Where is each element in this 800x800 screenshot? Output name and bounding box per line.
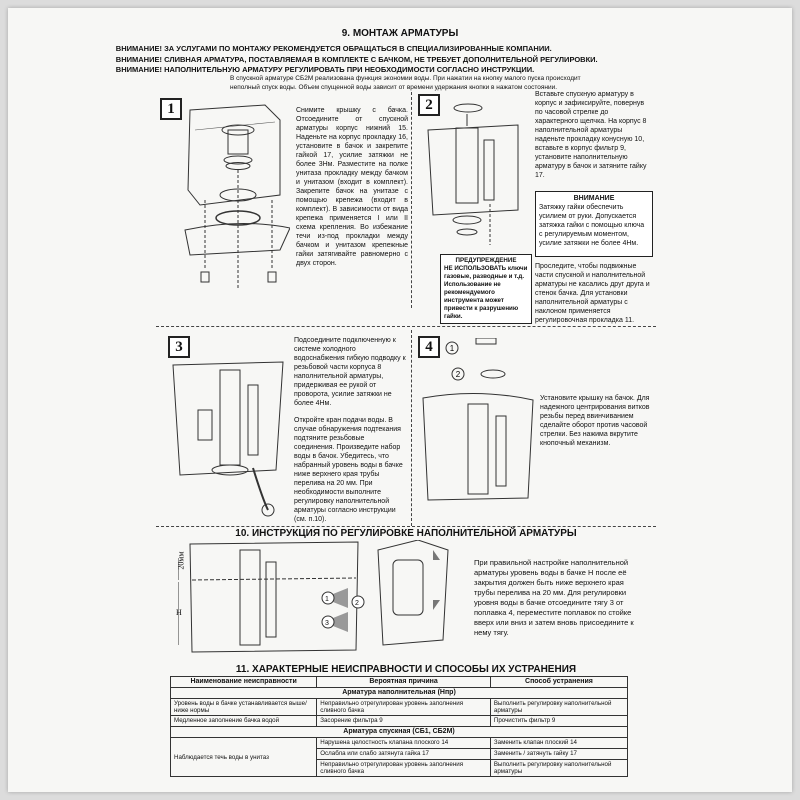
divider <box>411 92 412 308</box>
table-row: Неправильно отрегулирован уровень заполнения сливного бачка Выполнить регулировку наполнительной арматуры <box>171 760 628 777</box>
callout-2: 2 <box>355 600 359 607</box>
warning-label: ВНИМАНИЕ! <box>115 44 162 53</box>
step-3-number: 3 <box>168 336 190 358</box>
step-4-number: 4 <box>418 336 440 358</box>
warning-label: ВНИМАНИЕ! <box>115 55 162 64</box>
divider <box>156 526 656 527</box>
step-1-number: 1 <box>160 98 182 120</box>
divider <box>156 326 656 327</box>
step-1-text: Снимите крышку с бачка. Отсоедините от спускной арматуры корпус нижний 15. Наденьте на корпус прокладку 16, установите в бачок и закрепите гайкой 17, усилие затяжки не более 3Нм. Разместите на полке унитаза прокладку между бачком и унитазом (входит в комплект). Закрепите бачок на унитазе с помощью крепежа (входит в комплект). В зависимости от вида крепежа применяется I или II схема крепления. Во избежание течи из-под прокладки между бачком и унитазом крепежные гайки затягивайте равномерно с двух сторон. <box>296 107 408 267</box>
section9-title: 9. МОНТАЖ АРМАТУРЫ <box>341 28 459 39</box>
warning-label: ВНИМАНИЕ! <box>115 65 162 74</box>
step-2-number: 2 <box>418 94 440 116</box>
step-1-illustration <box>180 100 290 290</box>
step-2-warning-box <box>440 254 532 324</box>
warning-line-1: ВНИМАНИЕ! ЗА УСЛУГАМИ ПО МОНТАЖУ РЕКОМЕНДУЕТСЯ ОБРАЩАТЬСЯ В СПЕЦИАЛИЗИРОВАННЫЕ КОМПАНИИ. <box>166 44 656 53</box>
section10-text: При правильной настройке наполнительной арматуры уровень воды в бачке Н после её закрытия должен быть ниже верхнего края трубы перелива на 20 мм. Для регулировки уровня воды в бачке отсоедините тягу 3 от поплавка 4, переместите поплавок по стойке вверх или вниз и затем вновь присоедините к нему тягу. <box>474 558 634 637</box>
table-row: Уровень воды в бачке устанавливается выше/ниже нормы Неправильно отрегулирован уровень заполнения сливного бачка Выполнить регулировку наполнительной арматуры <box>171 699 628 716</box>
step-3-text-b: Откройте кран подачи воды. В случае обнаружения подтекания подтяните резьбовые соединения. Произведите набор воды в бачок. Убедитесь, что набранный уровень воды в бачке ниже верхнего края трубы перелива на 20 мм. При необходимости выполните регулировку наполнительной арматуры согласно инструкции (см. п.10). <box>294 417 403 523</box>
step-2-text: Вставьте спускную арматуру в корпус и зафиксируйте, повернув по часовой стрелке до характерного щелчка. На корпус 8 наполнительной арматуры наденьте прокладку конусную 10, вставьте в корпус фильтр 9, установите наполнительную арматуру в бачок и затяните гайку 17. <box>535 91 647 179</box>
attention-text: Затяжку гайки обеспечить усилием от руки. Допускается затяжка гайки с помощью ключа с регулируемым моментом, усилие затяжки не более 4Нм. <box>539 204 645 247</box>
step-2-attention-box <box>535 191 653 257</box>
section10-title: 10. ИНСТРУКЦИЯ ПО РЕГУЛИРОВКЕ НАПОЛНИТЕЛЬНОЙ АРМАТУРЫ <box>235 528 577 539</box>
warning-line-2: ВНИМАНИЕ! СЛИВНАЯ АРМАТУРА, ПОСТАВЛЯЕМАЯ В КОМПЛЕКТЕ С БАЧКОМ, НЕ ТРЕБУЕТ ДОПОЛНИТЕЛЬНОЙ РЕГУЛИРОВКИ. <box>166 55 656 64</box>
dim-label-h: H <box>176 608 182 617</box>
col-header-fault: Наименование неисправности <box>171 677 317 688</box>
warning-extra: В спускной арматуре СБ2М реализована функция экономии воды. При нажатии на кнопку малого пуска происходит неполный спуск воды. Объем спущенной воды зависит от времени удержания кнопки в нажатом состоянии. <box>230 75 581 91</box>
step-3-text-a: Подсоедините подключенную к системе холодного водоснабжения гибкую подводку к резьбовой части корпуса 8 наполнительной арматуры, придерживая ее рукой от проворота, усилие затяжки не более 4Нм. <box>294 337 406 407</box>
table-row: Медленное заполнение бачка водой Засорение фильтра 9 Прочистить фильтр 9 <box>171 716 628 727</box>
svg-text:1: 1 <box>449 344 455 353</box>
table-row: Ослабла или слабо затянута гайка 17 Заменить / затянуть гайку 17 <box>171 749 628 760</box>
col-header-fix: Способ устранения <box>490 677 627 688</box>
callout-1: 1 <box>325 596 329 603</box>
warning-text: НЕ ИСПОЛЬЗОВАТЬ ключи газовые, разводные и т.д. Использование не рекомендуемого инструмента может привести к разрушению гайки. <box>444 265 528 320</box>
warning-line-3: ВНИМАНИЕ! НАПОЛНИТЕЛЬНУЮ АРМАТУРУ РЕГУЛИРОВАТЬ ПРИ НЕОБХОДИМОСТИ СОГЛАСНО ИНСТРУКЦИИ. <box>166 65 656 74</box>
section11-title: 11. ХАРАКТЕРНЫЕ НЕИСПРАВНОСТИ И СПОСОБЫ ИХ УСТРАНЕНИЯ <box>235 664 577 675</box>
instruction-sheet <box>8 8 792 792</box>
step-3-illustration <box>168 360 288 520</box>
divider <box>411 330 412 526</box>
step-2-text-2: Проследите, чтобы подвижные части спускной и наполнительной арматуры не касались друг друга и стенок бачка. Для установки наполнительной арматуры с наклоном применяется регулировочная прокладка 11. <box>535 263 650 324</box>
attention-title: ВНИМАНИЕ <box>573 195 615 202</box>
svg-text:2: 2 <box>455 370 461 379</box>
table-row: Наблюдается течь воды в унитаз Нарушена целостность клапана плоского 14 Заменить клапан плоский 14 <box>171 738 628 749</box>
faults-table <box>170 676 628 777</box>
group-title-fill-valve: Арматура наполнительная (Нпр) <box>171 688 628 699</box>
callout-3: 3 <box>325 620 329 627</box>
group-title-flush-valve: Арматура спускная (СБ1, СБ2М) <box>171 727 628 738</box>
warning-title: ПРЕДУПРЕЖДЕНИЕ <box>455 257 517 264</box>
step-2-illustration <box>418 100 528 250</box>
step-4-text: Установите крышку на бачок. Для надежного центрирования витков резьбы перед ввинчиванием сделайте оборот против часовой стрелки. Без нажима вкрутите кнопочный механизм. <box>540 395 650 447</box>
section10-illustration <box>178 540 468 660</box>
step-4-illustration <box>418 338 538 518</box>
col-header-cause: Вероятная причина <box>317 677 491 688</box>
fault-leak: Наблюдается течь воды в унитаз <box>171 738 317 777</box>
dim-label-20mm: 20мм <box>176 551 186 570</box>
